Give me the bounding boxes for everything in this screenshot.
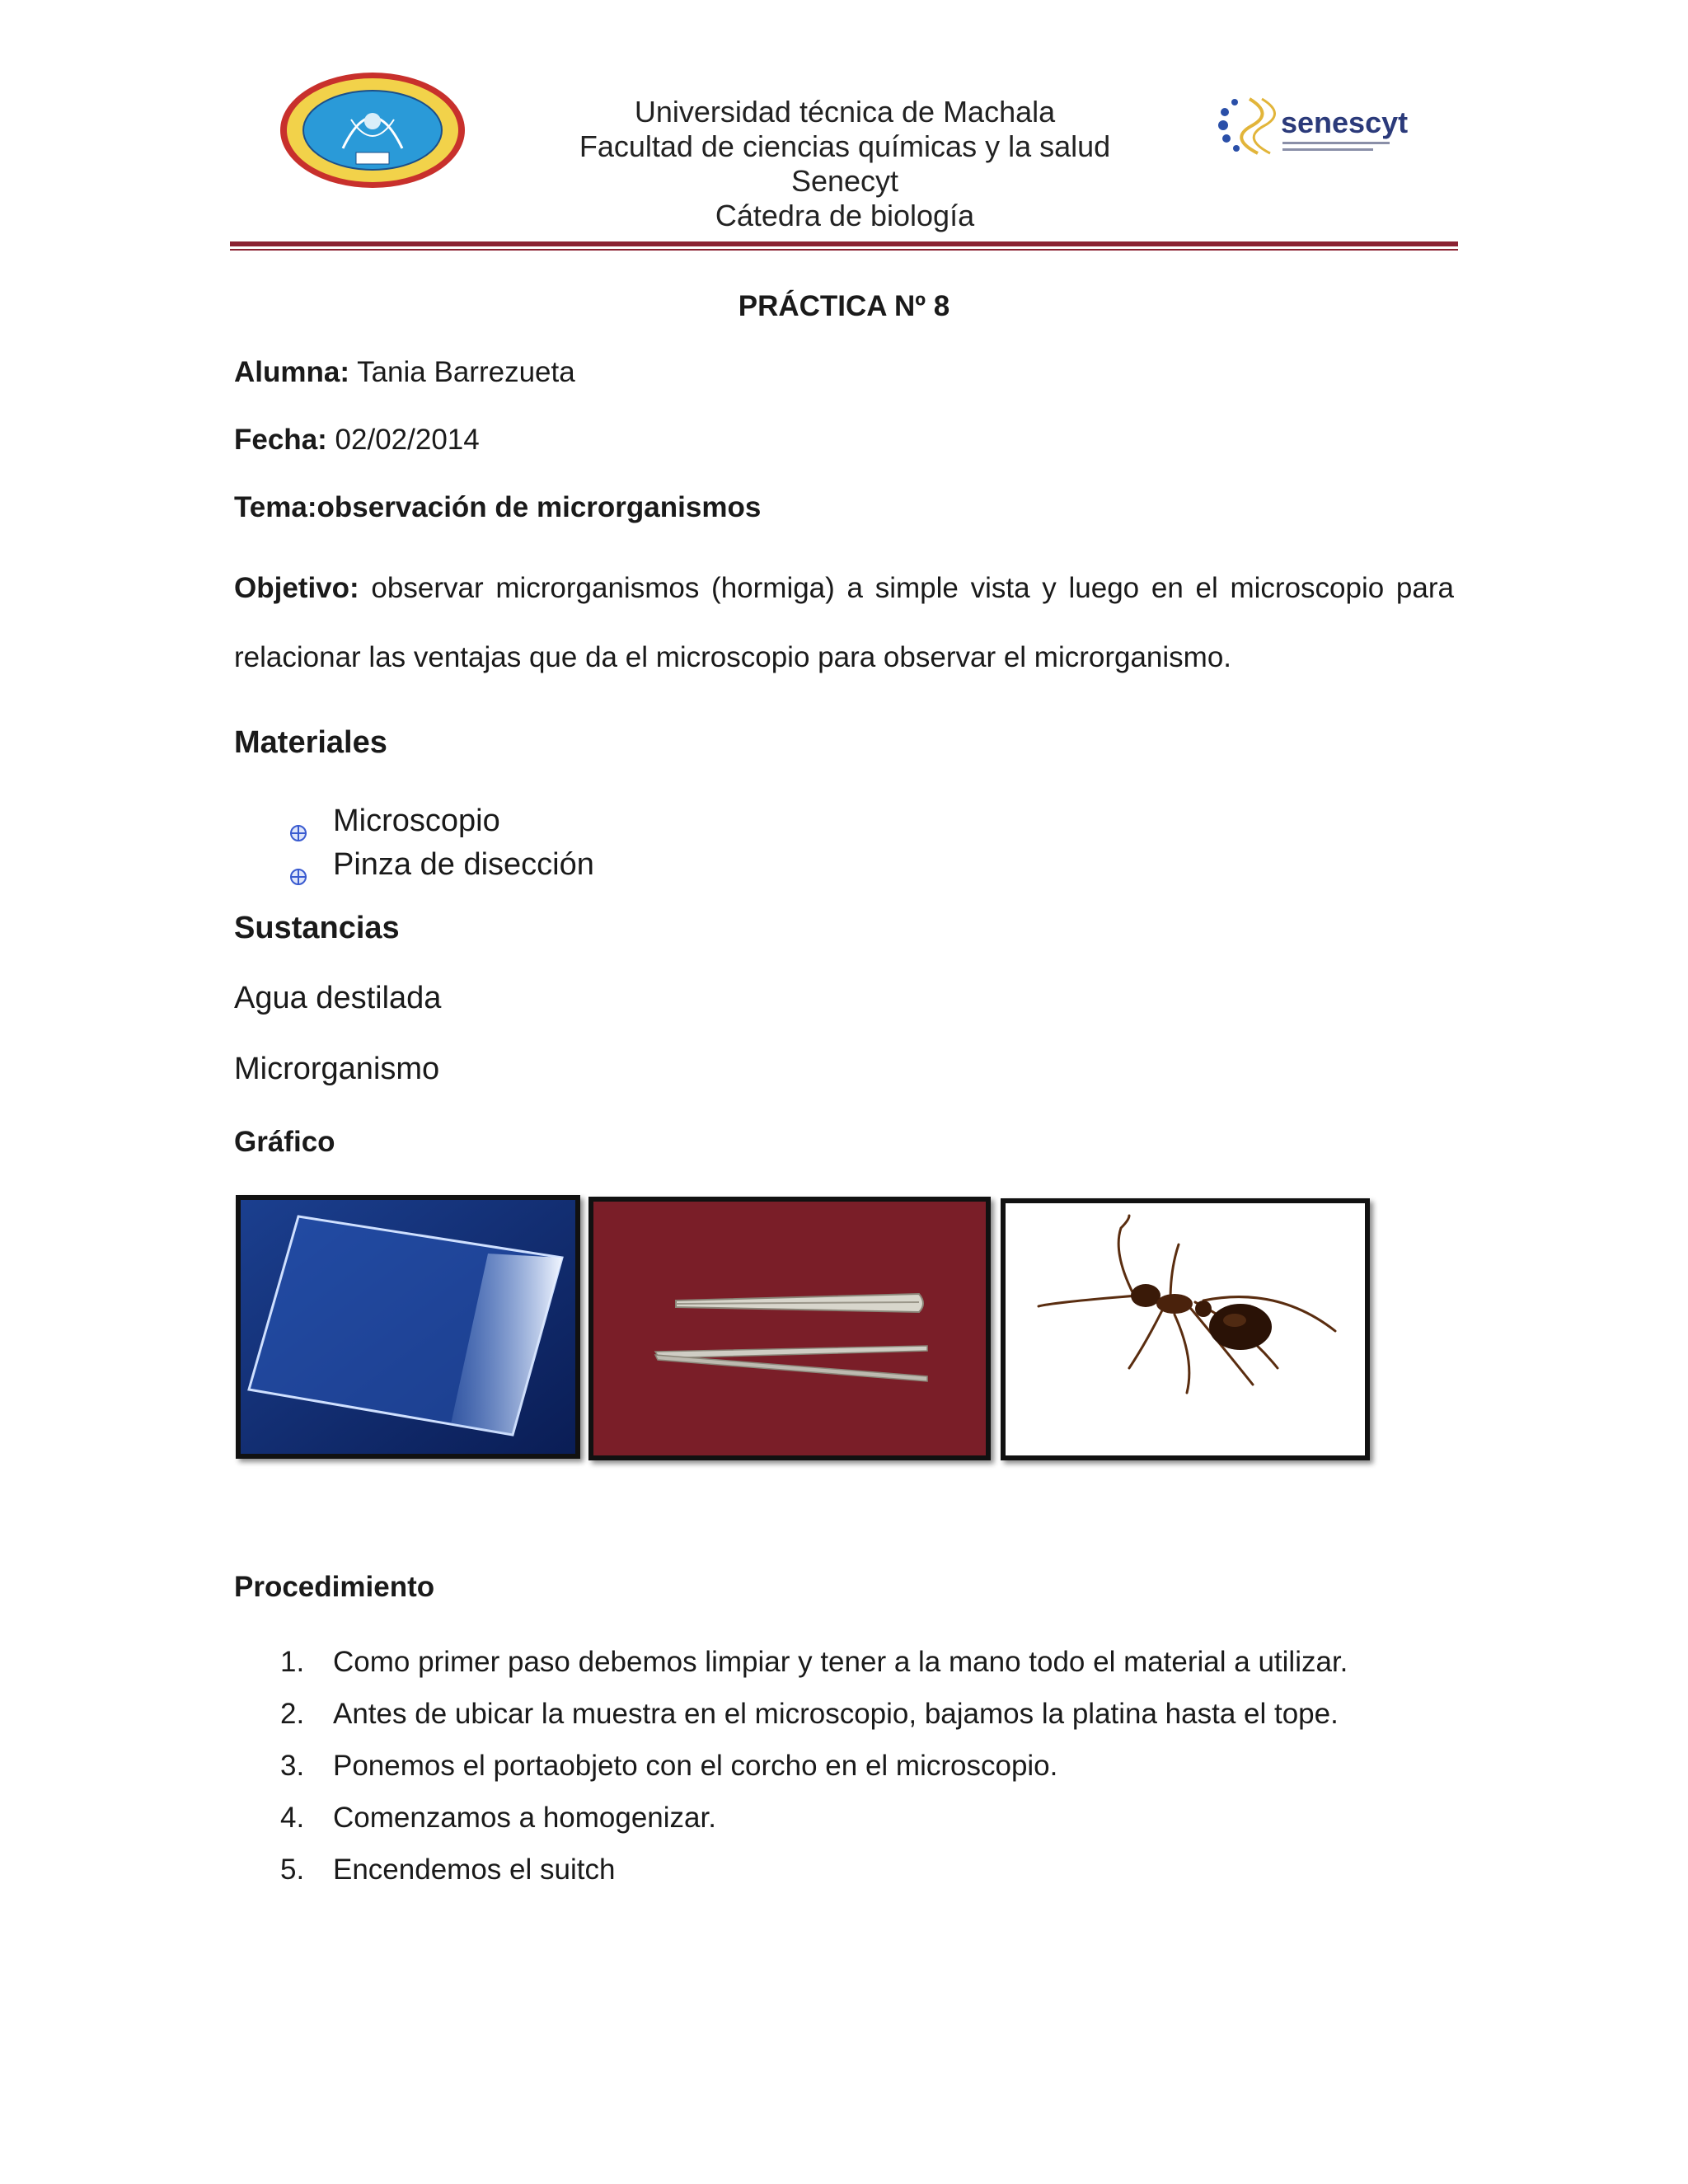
- tema-label: Tema:: [234, 491, 317, 523]
- list-item: [280, 1740, 1348, 1792]
- document-title: PRÁCTICA Nº 8: [738, 290, 950, 322]
- institution-header: [462, 95, 1228, 233]
- crosshair-bullet-icon: [288, 855, 308, 875]
- list-item: [280, 1844, 1348, 1896]
- list-item: [280, 1688, 1348, 1740]
- list-item: [288, 799, 594, 843]
- tema-field: [234, 491, 761, 524]
- fecha-value: 02/02/2014: [335, 424, 480, 456]
- step-number: 4.: [280, 1802, 305, 1834]
- material-microscopio: Microscopio: [333, 804, 500, 838]
- fecha-field: [234, 424, 480, 457]
- list-item: [280, 1792, 1348, 1844]
- objetivo-paragraph: [234, 554, 1454, 692]
- list-item: [280, 1636, 1348, 1688]
- crosshair-bullet-icon: [288, 812, 308, 832]
- step-text: Encendemos el suitch: [333, 1854, 616, 1886]
- sustancia-microrganismo: Microrganismo: [234, 1052, 440, 1086]
- fecha-label: Fecha:: [234, 424, 327, 456]
- header-senecyt: Senecyt: [790, 164, 899, 198]
- header-divider: [230, 241, 1458, 246]
- objetivo-value: observar microrganismos (hormiga) a simple vista y luego en el microscopio para relacionar las ventajas que da el microscopio para observar el microrganismo.: [234, 572, 1454, 673]
- procedimiento-heading: Procedimiento: [234, 1571, 435, 1603]
- dissection-tweezers-photo: [588, 1197, 991, 1460]
- materiales-list: [288, 799, 594, 887]
- header-catedra: Cátedra de biología: [715, 199, 975, 232]
- alumna-field: [234, 356, 575, 389]
- step-number: 5.: [280, 1854, 305, 1886]
- senescyt-wordmark: senescyt: [1281, 105, 1409, 139]
- procedure-steps: [280, 1636, 1348, 1896]
- step-number: 2.: [280, 1698, 305, 1730]
- grafico-heading: Gráfico: [234, 1126, 335, 1158]
- sustancia-agua: Agua destilada: [234, 981, 442, 1015]
- header-divider-thin: [230, 249, 1458, 251]
- sustancias-heading: Sustancias: [234, 911, 400, 945]
- list-item: [288, 843, 594, 887]
- glass-slide-photo: [236, 1195, 580, 1459]
- senescyt-subtitle-line: [1282, 142, 1390, 144]
- step-text: Antes de ubicar la muestra en el microscopio, bajamos la platina hasta el tope.: [333, 1698, 1339, 1730]
- alumna-value: Tania Barrezueta: [357, 356, 575, 388]
- header-university: Universidad técnica de Machala: [634, 95, 1056, 129]
- materiales-heading: Materiales: [234, 725, 387, 760]
- senescyt-subtitle-line: [1282, 148, 1373, 151]
- senescyt-logo: [1217, 89, 1409, 163]
- header-faculty: Facultad de ciencias químicas y la salud: [579, 129, 1111, 163]
- step-text: Como primer paso debemos limpiar y tener a la mano todo el material a utilizar.: [333, 1646, 1348, 1678]
- step-text: Ponemos el portaobjeto con el corcho en el microscopio.: [333, 1750, 1058, 1782]
- step-number: 3.: [280, 1750, 305, 1782]
- step-number: 1.: [280, 1646, 305, 1678]
- utmach-seal-logo: [277, 70, 468, 190]
- objetivo-label: Objetivo:: [234, 572, 359, 604]
- material-pinza: Pinza de disección: [333, 847, 594, 882]
- ant-photo: [1001, 1198, 1370, 1460]
- tema-value: observación de microrganismos: [316, 491, 762, 523]
- step-text: Comenzamos a homogenizar.: [333, 1802, 716, 1834]
- alumna-label: Alumna:: [234, 356, 349, 388]
